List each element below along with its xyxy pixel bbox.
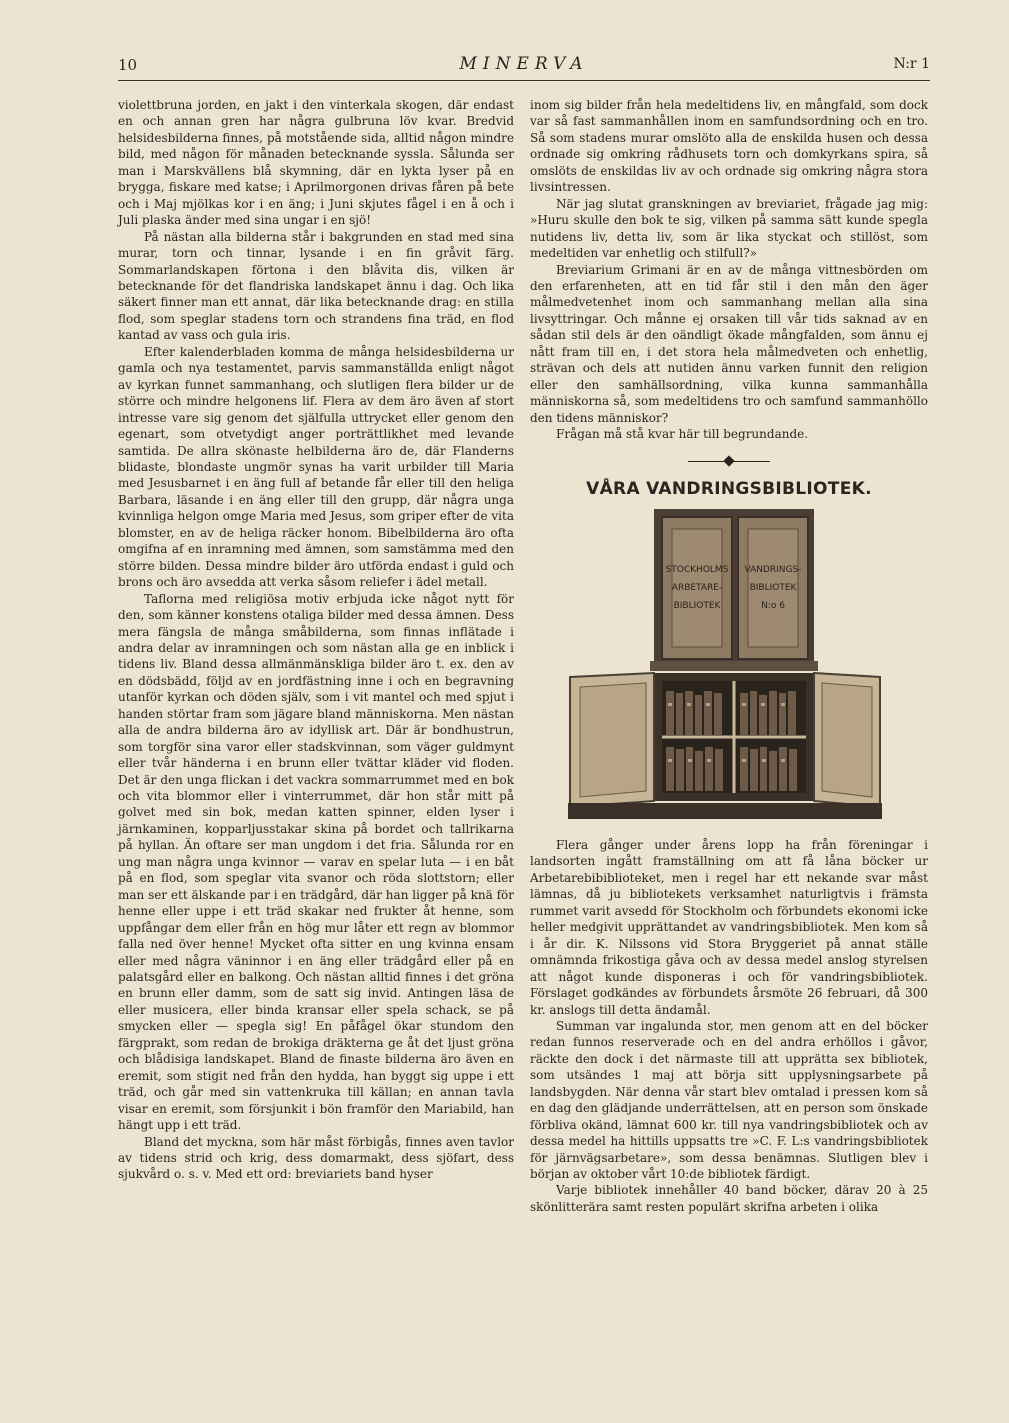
section-title: VÅRA VANDRINGSBIBLIOTEK.: [586, 478, 872, 499]
door-label-line: STOCKHOLMS: [665, 564, 729, 575]
left-column: [118, 97, 514, 1183]
paragraph: Frågan må stå kvar här till begrundande.: [556, 427, 809, 442]
right-column: [530, 97, 928, 1215]
door-label-line: BIBLIOTEK: [749, 582, 797, 593]
magazine-title: MINERVA: [459, 54, 589, 74]
door-label-line: ARBETARE-: [671, 582, 723, 593]
divider-ornament: [723, 455, 734, 466]
paragraph: Taflorna med religiösa motiv erbjuda icke något nytt för den, som känner konstens otaliga bilder med dessa ämnen. Dess mera fängsla de många småbilderna, som finnas inflätade i andra delar av inramningen och som nästan alla ge en inblick i tidens liv. Bland dessa allmänmänskliga bilder äro t. ex. den av en dödsbädd, följd av en jordfästning inne i och en begravning utanför kyrkan och döden själv, som i vit mantel och med spjut i handen störtar fram som jägare bland människorna. Men nästan alla de andra bilderna äro av idyllisk art. Där är bondhustrun, som torgför sina varor eller stadskvinnan, som väger guldmynt eller tvår händerna i en brunn eller tvättar kläder vid floden. Det är den unga flickan i det vackra sommarrummet med en bok och vita blommor eller i vinterrummet, där hon står mitt på golvet med sin bok, medan katten spinner, elden lyser i järnkaminen, kopparljusstakar skina på bordet och tallrikarna på hyllan. Än oftare ser man ungdom i det fria. Sålunda ror en ung man några unga kvinnor — varav en spelar luta — i en båt på en flod, som speglar vita svanor och röda slottstorn; eller man ser ett älskande par i en trädgård, där han ligger på knä för henne eller uppe i ett träd skakar ned frukter åt henne, som uppfångar dem eller från en hög mur låter ett regn av blommor falla ned över henne! Mycket ofta sitter en ung kvinna ensam eller med några väninnor i en äng eller trädgård eller på en palatsgård eller en balkong. Och nästan alltid finnes i det gröna en brunn eller damm, som de satt sig invid. Antingen läsa de eller musicera, eller binda kransar eller spela schack, se på smycken eller — spegla sig! En påfågel ökar stundom den färgprakt, som redan de brokiga dräkterna ge åt det ljust gröna och blådisiga landskapet. Bland de finaste bilderna äro även en eremit, som stigit ned från den hydda, han byggt sig uppe i ett träd, och går med sin vattenkruka till källan; en annan tavla visar en eremit, som försjunkit i bön framför den Mariabild, han hängt upp i ett träd.: [118, 591, 514, 1133]
section-divider: [530, 449, 928, 475]
door-label-line: BIBLIOTEK: [673, 600, 721, 611]
library-cabinet-photo: [566, 507, 928, 823]
paragraph: Breviarium Grimani är en av de många vittnesbörden om den erfarenheten, att en tid får stil i den mån den äger målmedvetenhet inom och sammanhang mellan alla sina livsyttringar. Och månne ej orsaken till vår tids saknad av en sådan stil dels är den oändligt ökade mångfalden, som ännu ej nått fram till en, i det stora hela målmedveten och enhetlig, strävan och dels att nutiden ännu varken funnit den religion eller den samhällsordning, vilka kunna sammanhålla människorna så, som medeltidens tro och samfund sammanhöllo den tidens människor?: [530, 262, 928, 425]
page-number: 10: [118, 56, 138, 74]
paragraph: På nästan alla bilderna står i bakgrunden en stad med sina murar, torn och tinnar, lysande i en fin gråvit färg. Sommarlandskapen förtona i den blåvita dis, vilken är betecknande för det flandriska landskapet ännu i dag. Och lika säkert finner man ett annat, där lika betecknande drag: en stilla flod, som speglar stadens torn och strandens fina träd, en flod kantad av vass och gula iris.: [118, 229, 514, 343]
paragraph: inom sig bilder från hela medeltidens liv, en mångfald, som dock var så fast sammanhållen inom en samfundsordning och en tro. Så som stadens murar omslöto alla de enskilda husen och dessa ordnade sig omkring rådhusets torn och domkyrkans spira, så omslöts de enskildas liv av och ordnade sig omkring några stora livsintressen.: [530, 98, 928, 195]
paragraph: Bland det myckna, som här måst förbigås, finnes aven tavlor av tidens strid och krig, dess domarmakt, dess sjöfart, dess sjukvård o. s. v. Med ett ord: breviariets band hyser: [118, 1134, 514, 1182]
issue-number: N:r 1: [893, 56, 930, 72]
page-header: [118, 52, 930, 81]
paragraph: violettbruna jorden, en jakt i den vinterkala skogen, där endast en och annan gren har några gulbruna löv kvar. Bredvid helsidesbilderna finnes, på motstående sida, alltid någon mindre bild, med någon för månaden betecknande syssla. Sålunda ser man i Marskvällens blå skymning, där en lykta lyser på en brygga, fiskare med katse; i Aprilmorgonen drivas fåren på bete och i Maj mjölkas kor i en äng; i Juni skjutes fågel i en å och i Juli plaska änder med sina ungar i en sjö!: [118, 98, 514, 228]
door-label-line: VANDRINGS-: [744, 564, 802, 575]
paragraph: När jag slutat granskningen av breviariet, frågade jag mig: »Huru skulle den bok te sig, vilken på samma sätt kunde spegla nutidens liv, detta liv, som är lika styckat och stillöst, som medeltiden var enhetlig och stilfull?»: [530, 196, 928, 261]
door-label-line: N:o 6: [761, 600, 785, 611]
paragraph: Flera gånger under årens lopp ha från föreningar i landsorten ingått framställning om att få låna böcker ur Arbetarebibiblioteket, men i regel har ett nekande svar måst lämnas, då ju bibliotekets verksamhet naturligtvis i främsta rummet varit avsedd för Stockholm och förbundets ekonomi icke heller medgivit upprättandet av vandringsbibliotek. Men kom så i år dir. K. Nilssons vid Stora Bryggeriet på annat ställe omnämnda frikostiga gåva och av dessa medel anslog styrelsen att något kunde disponeras i och för vandringsbibliotek. Förslaget godkändes av förbundets årsmöte 26 februari, då 300 kr. anslogs till detta ändamål.: [530, 837, 928, 1017]
paragraph: Efter kalenderbladen komma de många helsidesbilderna ur gamla och nya testamentet, parvis sammanställda enligt något av kyrkan funnet sammanhang, och slutligen flera bilder ur de större och mindre helgonens lif. Flera av dem äro även af stort intresse vare sig genom det själfulla uttrycket eller genom den egenart, som otvetydigt anger porträttlikhet med levande samtida. De allra skönaste helbilderna äro de, där Flanderns blidaste, blondaste ungmör synas ha varit urbilder till Maria med Jesusbarnet i en äng full af betande får eller till den heliga Barbara, läsande i en äng eller till den grupp, där några unga kvinnliga helgon omge Maria med Jesus, som griper efter de vita blomster, en av de heliga räcker honom. Bibelbilderna äro ofta omgifna af en inramning med ämnen, som samstämma med den större bilden. Dessa mindre bilder äro utförda endast i guld och brons och äro avsedda att verka såsom reliefer i ädel metall.: [118, 344, 514, 590]
paragraph: Varje bibliotek innehåller 40 band böcker, därav 20 à 25 skönlitterära samt resten populärt skrifna arbeten i olika: [530, 1183, 928, 1214]
paragraph: Summan var ingalunda stor, men genom att en del böcker redan funnos reserverade och en del andra erhöllos i gåvor, räckte den dock i det närmaste till att upprätta sex bibliotek, som utsändes 1 maj att börja sitt upplysningsarbete på landsbygden. När denna vår start blev omtalad i pressen kom så en dag den glädjande underrättelsen, att en person som önskade förbliva okänd, lämnat 600 kr. till nya vandringsbibliotek och av dessa medel ha hittills uppsatts tre »C. F. L:s vandringsbibliotek för järnvägsarbetare», som dessa benämnas. Slutligen blev i början av oktober vårt 10:de bibliotek färdigt.: [530, 1018, 928, 1182]
